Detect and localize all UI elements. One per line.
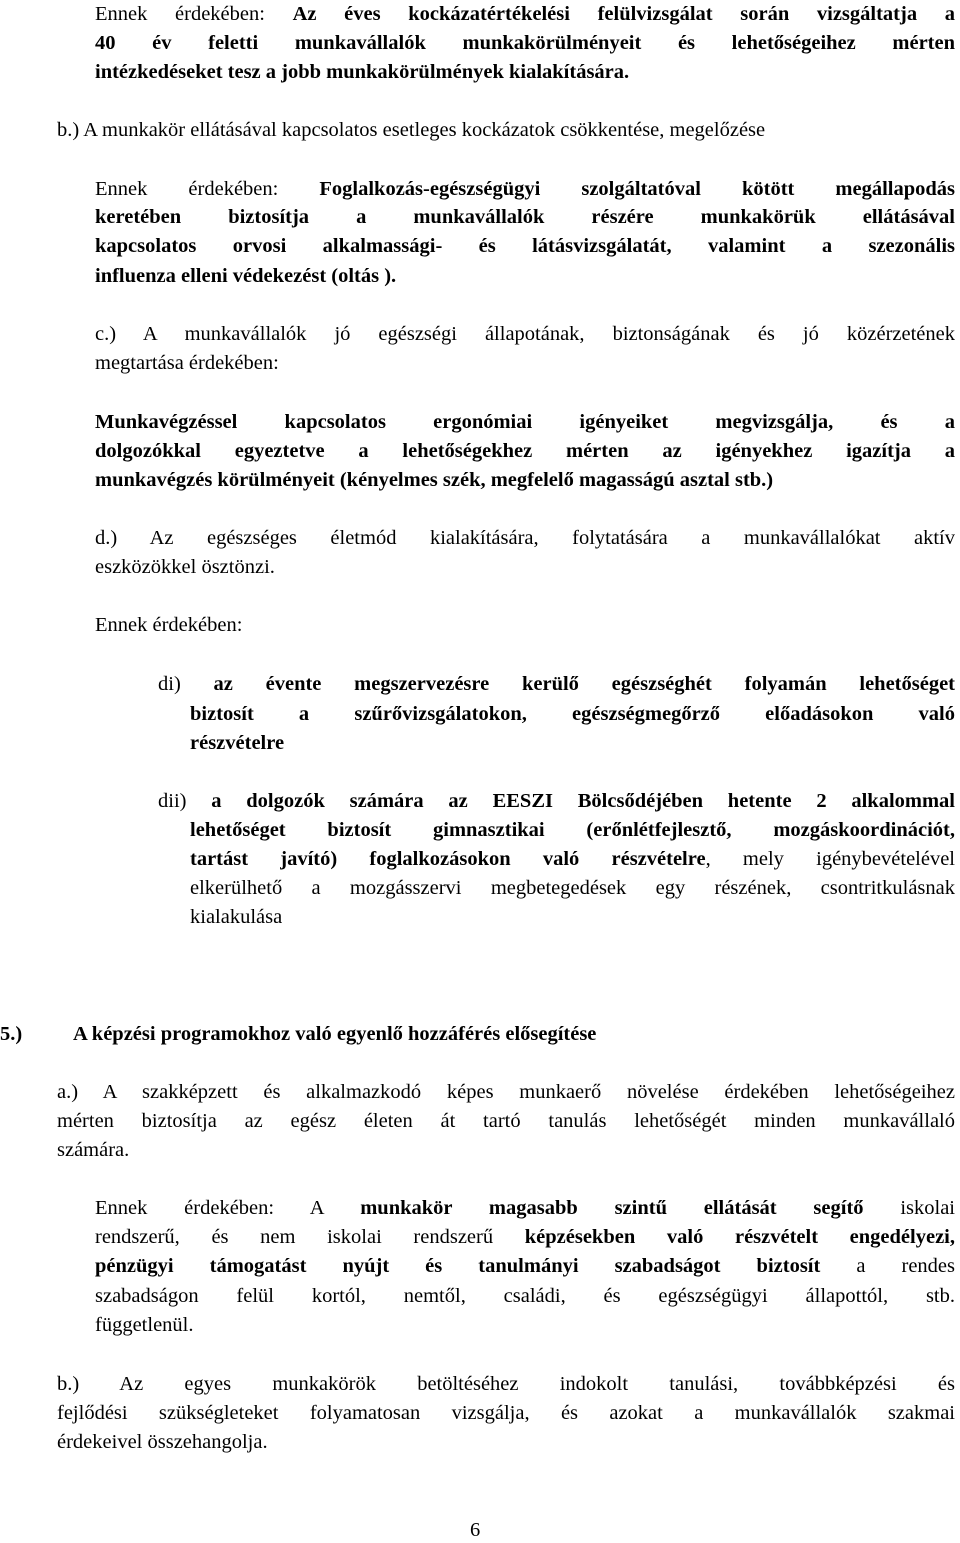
list-item-line: elkerülhető a mozgásszervi megbetegedések egy részének, csontritkulásnak (190, 877, 955, 899)
paragraph-line: érdekeivel összehangolja. (57, 1431, 268, 1453)
paragraph-line: megtartása érdekében: (95, 352, 279, 374)
text-span: Ennek érdekében: (95, 178, 320, 200)
text-span-bold: a dolgozók számára az EESZI Bölcsődéjében hetente 2 alkalommal (211, 790, 955, 812)
list-item-line (158, 789, 955, 813)
paragraph-line (95, 1254, 955, 1278)
paragraph-line: függetlenül. (95, 1314, 194, 1336)
paragraph-line: szabadságon felül kortól, nemtől, családi, és egészségügyi állapottól, stb. (95, 1285, 955, 1307)
text-span-bold: Foglalkozás-egészségügyi szolgáltatóval kötött megállapodás (319, 178, 955, 200)
paragraph-line: Munkavégzéssel kapcsolatos ergonómiai igényeiket megvizsgálja, és a (95, 411, 955, 433)
list-item-line: részvételre (190, 732, 285, 754)
list-item-line: biztosít a szűrővizsgálatokon, egészségmegőrző előadásokon való (190, 703, 955, 725)
list-marker: dii) (158, 790, 212, 812)
text-span: Ennek érdekében: (95, 3, 293, 25)
paragraph-line (95, 2, 955, 26)
paragraph-line: kapcsolatos orvosi alkalmassági- és látásvizsgálatát, valamint a szezonális (95, 235, 955, 257)
list-item-line (158, 672, 955, 696)
text-span-bold: Az éves kockázatértékelési felülvizsgálat során vizsgáltatja a (292, 3, 955, 25)
list-item-line: kialakulása (190, 906, 283, 928)
list-item-line (190, 847, 955, 871)
paragraph-line: fejlődési szükségleteket folyamatosan vizsgálja, és azokat a munkavállalók szakmai (57, 1402, 955, 1424)
paragraph-line: számára. (57, 1139, 130, 1161)
paragraph-line: Ennek érdekében: (95, 614, 243, 636)
text-span-bold: pénzügyi támogatást nyújt és tanulmányi szabadságot biztosít (95, 1255, 821, 1277)
paragraph-line: keretében biztosítja a munkavállalók részére munkakörük ellátásával (95, 206, 955, 228)
text-span-bold: képzésekben való részvételt engedélyezi, (524, 1226, 955, 1248)
paragraph-line: munkavégzés körülményeit (kényelmes szék, megfelelő magasságú asztal stb.) (95, 469, 774, 491)
text-span-bold: munkakör magasabb szintű ellátását segítő (360, 1197, 864, 1219)
list-item-line: lehetőséget biztosít gimnasztikai (erőnlétfejlesztő, mozgáskoordinációt, (190, 819, 955, 841)
paragraph-line: c.) A munkavállalók jó egészségi állapotának, biztonságának és jó közérzetének (95, 323, 955, 345)
paragraph-line: 40 év feletti munkavállalók munkakörülményeit és lehetőségeihez mérten (95, 32, 955, 54)
paragraph-line: b.) A munkakör ellátásával kapcsolatos esetleges kockázatok csökkentése, megelőzése (57, 119, 766, 141)
paragraph-line: dolgozókkal egyeztetve a lehetőségekhez mérten az igényekhez igazítja a (95, 440, 955, 462)
list-marker: di) (158, 673, 214, 695)
text-span-bold: az évente megszervezésre kerülő egészséghét folyamán lehetőséget (213, 673, 955, 695)
text-span-bold: tartást javító) foglalkozásokon való részvételre (190, 848, 706, 870)
paragraph-line (95, 1196, 955, 1220)
paragraph-line: a.) A szakképzett és alkalmazkodó képes munkaerő növelése érdekében lehetőségeihez (57, 1081, 955, 1103)
page-number: 6 (470, 1519, 481, 1541)
text-span: Ennek érdekében: A (95, 1197, 361, 1219)
text-span: a rendes (820, 1255, 955, 1277)
text-span: iskolai (863, 1197, 955, 1219)
paragraph-line: b.) Az egyes munkakörök betöltéséhez indokolt tanulási, továbbképzési és (57, 1373, 955, 1395)
paragraph-line (95, 177, 955, 201)
text-span: , mely igénybevételével (705, 848, 956, 870)
text-span: rendszerű, és nem iskolai rendszerű (95, 1226, 525, 1248)
paragraph-line: mérten biztosítja az egész életen át tartó tanulás lehetőségét minden munkavállaló (57, 1110, 955, 1132)
paragraph-line: intézkedéseket tesz a jobb munkakörülmények kialakítására. (95, 61, 630, 83)
paragraph-line: eszközökkel ösztönzi. (95, 556, 275, 578)
section-heading: A képzési programokhoz való egyenlő hozzáférés elősegítése (73, 1023, 597, 1045)
section-number: 5.) (0, 1023, 23, 1045)
paragraph-line: d.) Az egészséges életmód kialakítására, folytatására a munkavállalókat aktív (95, 527, 955, 549)
paragraph-line: influenza elleni védekezést (oltás ). (95, 265, 397, 287)
paragraph-line (95, 1225, 955, 1249)
